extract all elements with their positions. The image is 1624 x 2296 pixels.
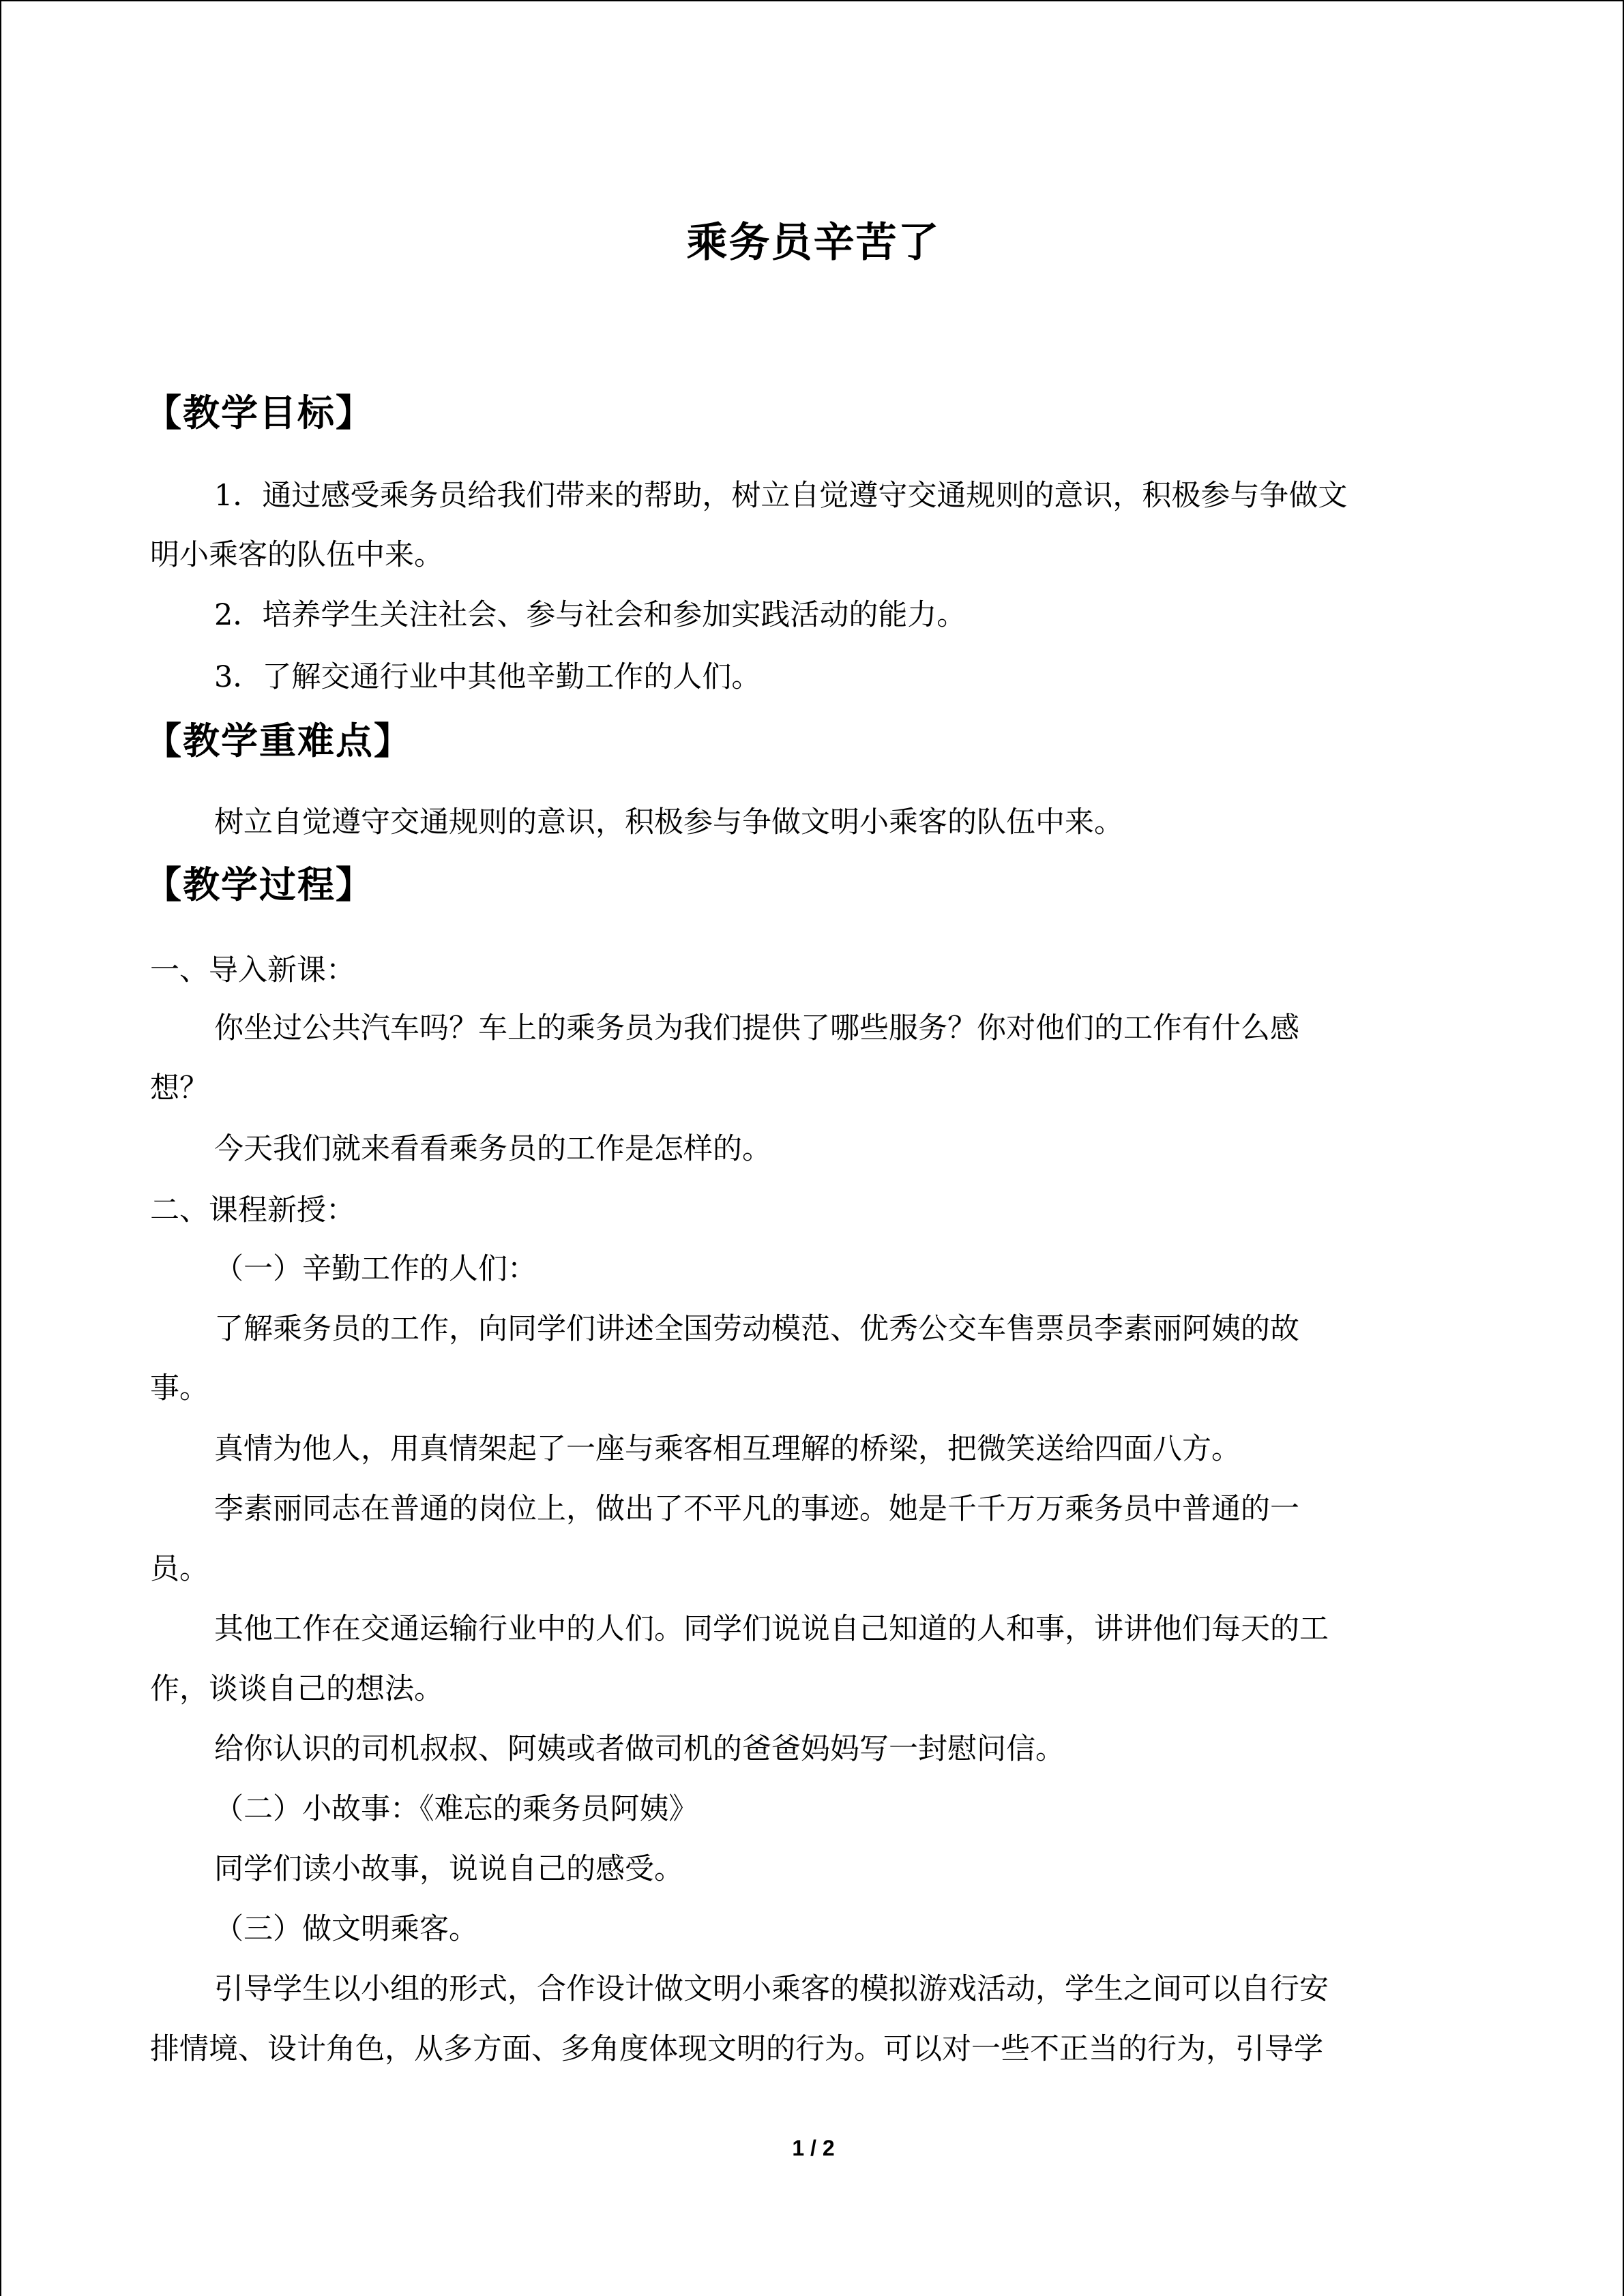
paragraph-line: 员。: [150, 1552, 209, 1586]
paragraph-line: 2．培养学生关注社会、参与社会和参加实践活动的能力。: [214, 598, 966, 632]
subsection-title: （一）辛勤工作的人们：: [214, 1252, 537, 1286]
subsection-title: （三）做文明乘客。: [214, 1912, 478, 1946]
paragraph-line: 给你认识的司机叔叔、阿姨或者做司机的爸爸妈妈写一封慰问信。: [214, 1732, 1065, 1766]
paragraph-line: 想？: [150, 1071, 209, 1105]
paragraph-line: 了解乘务员的工作，向同学们讲述全国劳动模范、优秀公交车售票员李素丽阿姨的故: [214, 1312, 1299, 1346]
paragraph-line: 其他工作在交通运输行业中的人们。同学们说说自己知道的人和事，讲讲他们每天的工: [214, 1612, 1329, 1646]
page-number: 1 / 2: [792, 2136, 835, 2160]
part-title: 二、课程新授：: [150, 1193, 355, 1227]
paragraph-line: 作，谈谈自己的想法。: [150, 1672, 443, 1706]
section-heading-key-points: 【教学重难点】: [145, 719, 412, 762]
paragraph-line: 你坐过公共汽车吗？车上的乘务员为我们提供了哪些服务？你对他们的工作有什么感: [214, 1011, 1299, 1045]
paragraph-line: 同学们读小故事，说说自己的感受。: [214, 1852, 683, 1886]
document-title: 乘务员辛苦了: [686, 219, 941, 267]
section-heading-process: 【教学过程】: [145, 863, 374, 906]
paragraph-line: 排情境、设计角色，从多方面、多角度体现文明的行为。可以对一些不正当的行为，引导学: [150, 2032, 1323, 2066]
paragraph-line: 今天我们就来看看乘务员的工作是怎样的。: [214, 1132, 771, 1166]
paragraph-line: 李素丽同志在普通的岗位上，做出了不平凡的事迹。她是千千万万乘务员中普通的一: [214, 1492, 1299, 1526]
paragraph-line: 3．了解交通行业中其他辛勤工作的人们。: [214, 660, 761, 694]
paragraph-line: 事。: [150, 1371, 209, 1405]
paragraph-line: 引导学生以小组的形式，合作设计做文明小乘客的模拟游戏活动，学生之间可以自行安: [214, 1972, 1329, 2006]
paragraph-line: 明小乘客的队伍中来。: [150, 538, 443, 572]
part-title: 一、导入新课：: [150, 953, 355, 987]
paragraph-line: 真情为他人，用真情架起了一座与乘客相互理解的桥梁，把微笑送给四面八方。: [214, 1432, 1241, 1466]
paragraph-line: 1．通过感受乘务员给我们带来的帮助，树立自觉遵守交通规则的意识，积极参与争做文: [214, 479, 1348, 513]
subsection-title: （二）小故事：《难忘的乘务员阿姨》: [214, 1792, 698, 1826]
section-heading-goals: 【教学目标】: [145, 391, 374, 434]
paragraph-line: 树立自觉遵守交通规则的意识，积极参与争做文明小乘客的队伍中来。: [214, 805, 1123, 839]
